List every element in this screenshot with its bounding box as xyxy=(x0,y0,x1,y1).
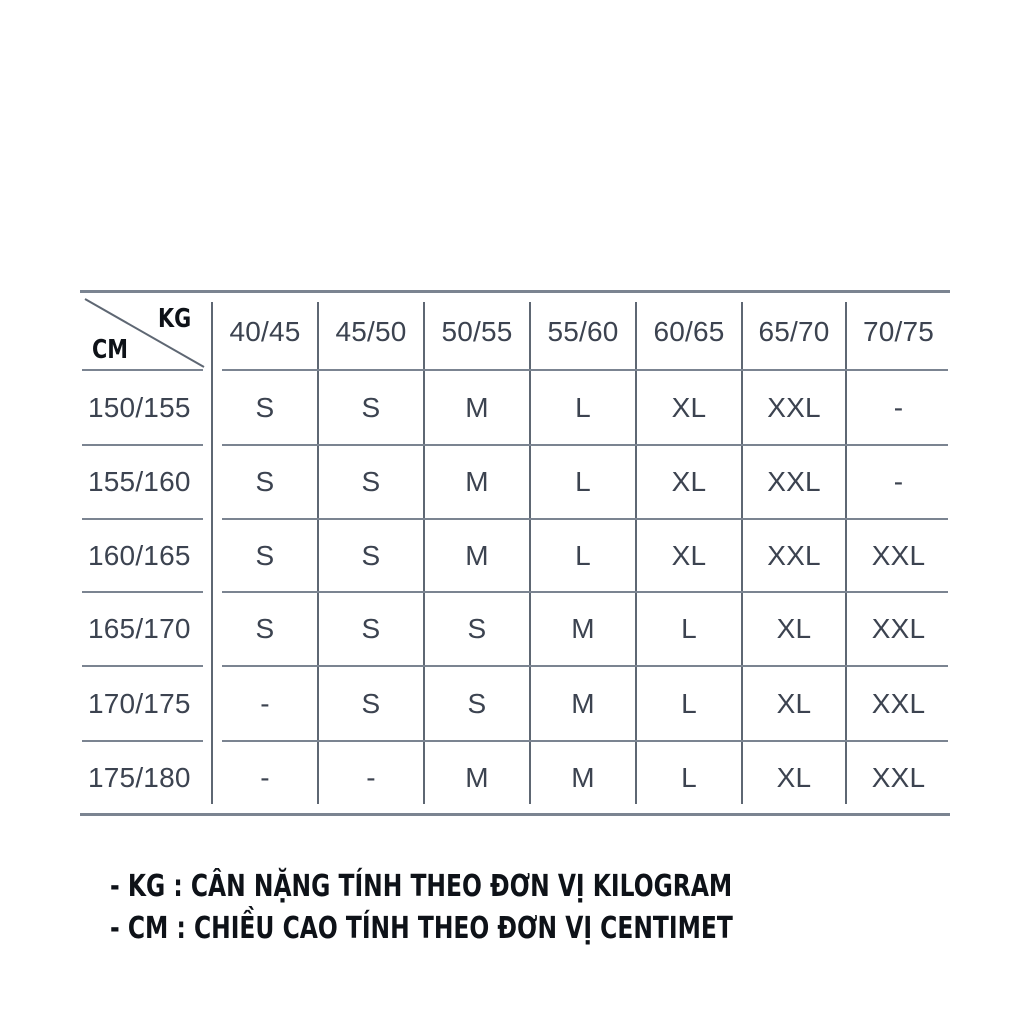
weight-header: 50/55 xyxy=(441,315,513,347)
size-cell: XL xyxy=(776,613,812,644)
size-cell: L xyxy=(575,466,591,497)
size-cell: - xyxy=(893,391,904,423)
weight-header: 40/45 xyxy=(229,315,301,347)
size-cell: L xyxy=(575,539,591,571)
size-cell: M xyxy=(465,391,489,423)
height-label: 160/165 xyxy=(88,539,191,571)
unit-notes xyxy=(110,866,870,950)
note-kg: - KG : CÂN NẶNG TÍNH THEO ĐƠN VỊ KILOGRAM xyxy=(110,869,733,904)
weight-header: 60/65 xyxy=(653,315,725,347)
size-cell: M xyxy=(571,761,595,793)
size-cell: M xyxy=(571,687,595,719)
table-bottom-border xyxy=(80,813,950,816)
size-cell: XXL xyxy=(767,466,821,497)
weight-header: 70/75 xyxy=(862,315,935,347)
size-cell: - xyxy=(260,761,270,793)
size-cell: XL xyxy=(776,761,812,793)
size-cell: XL xyxy=(776,687,812,719)
size-cell: XL xyxy=(671,466,707,497)
size-cell: XL xyxy=(671,539,707,571)
size-cell: XXL xyxy=(871,761,926,793)
size-cell: S xyxy=(255,539,275,571)
weight-header: 45/50 xyxy=(335,315,407,347)
size-cell: - xyxy=(893,466,904,497)
weight-header: 65/70 xyxy=(758,315,830,347)
size-cell: S xyxy=(361,466,381,497)
height-label: 175/180 xyxy=(88,761,191,793)
height-label: 150/155 xyxy=(88,391,191,423)
size-cell: S xyxy=(255,613,275,644)
size-cell: S xyxy=(361,539,381,571)
size-cell: L xyxy=(681,761,697,793)
height-label: 170/175 xyxy=(88,687,191,719)
size-cell: XL xyxy=(671,391,707,423)
size-cell: XXL xyxy=(767,539,821,571)
size-cell: M xyxy=(465,539,489,571)
corner-cm-label: CM xyxy=(92,335,128,365)
size-cell: - xyxy=(366,761,376,793)
size-cell: L xyxy=(681,613,697,644)
size-cell: M xyxy=(465,761,489,793)
size-cell: S xyxy=(467,687,487,719)
size-cell: L xyxy=(681,687,697,719)
size-cell: S xyxy=(467,613,487,644)
corner-kg-label: KG xyxy=(158,304,192,334)
size-cell: L xyxy=(575,391,591,423)
size-cell: - xyxy=(260,687,270,719)
height-label: 155/160 xyxy=(88,466,191,497)
size-cell: M xyxy=(465,466,489,497)
size-cell: S xyxy=(361,687,381,719)
size-cell: S xyxy=(255,466,275,497)
size-cell: XXL xyxy=(871,687,926,719)
size-cell: S xyxy=(361,613,381,644)
size-cell: M xyxy=(571,613,595,644)
size-cell: XXL xyxy=(871,613,926,644)
height-label: 165/170 xyxy=(88,613,191,644)
weight-header: 55/60 xyxy=(547,315,619,347)
size-cell: S xyxy=(255,391,275,423)
size-cell: XXL xyxy=(871,539,926,571)
note-cm: - CM : CHIỀU CAO TÍNH THEO ĐƠN VỊ CENTIMET xyxy=(110,911,733,946)
size-cell: S xyxy=(361,391,381,423)
size-cell: XXL xyxy=(767,391,821,423)
size-chart-table xyxy=(80,290,950,816)
